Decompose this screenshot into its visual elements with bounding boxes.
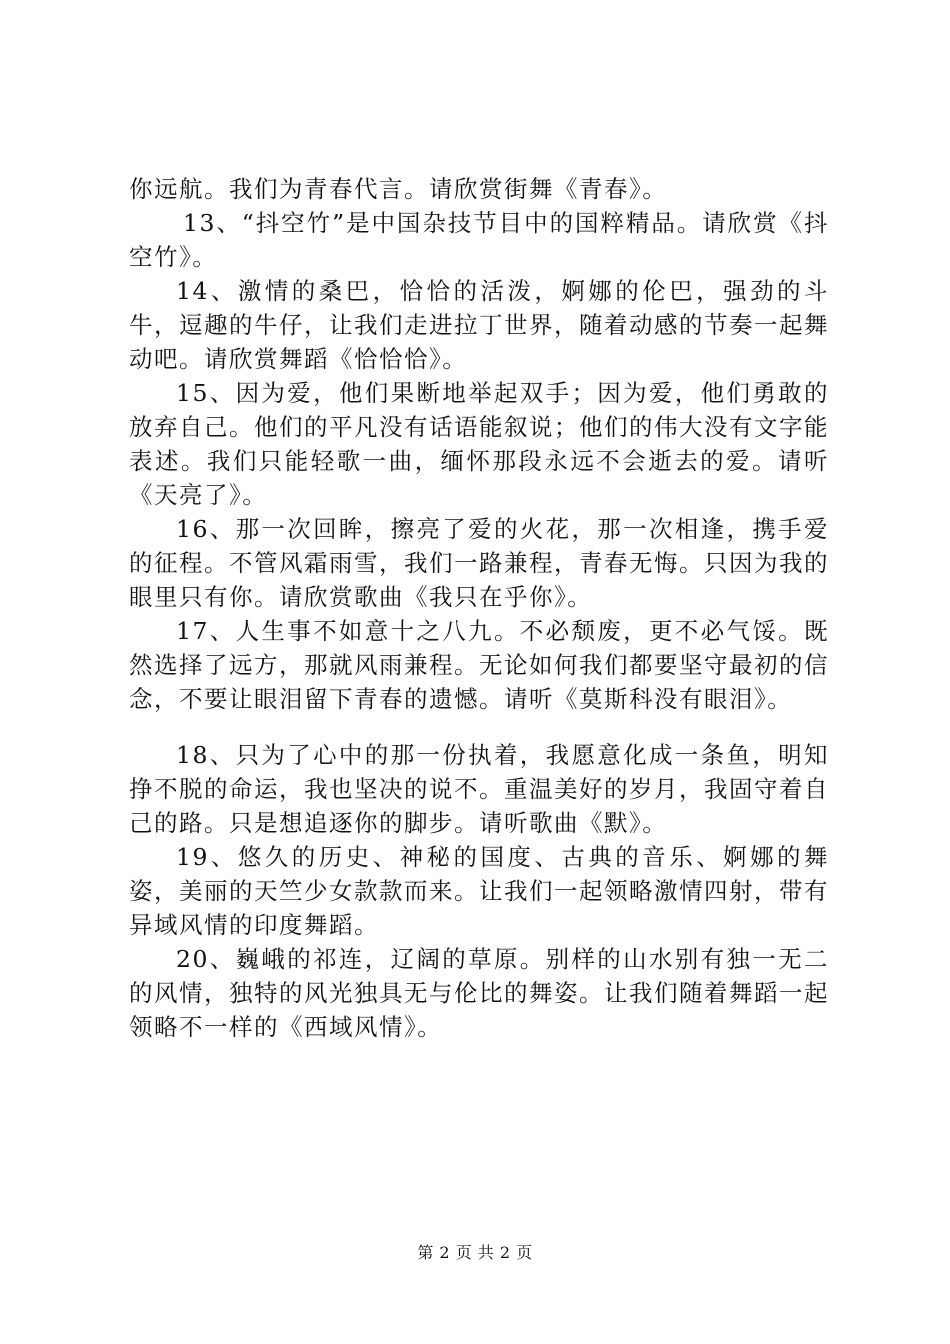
paragraph-item-15: 15、因为爱，他们果断地举起双手；因为爱，他们勇敢的放弃自己。他们的平凡没有话语能叙说；他们的伟大没有文字能表述。我们只能轻歌一曲，缅怀那段永远不会逝去的爱。请听《天亮了》。 [129,379,829,509]
paragraph-item-14: 14、激情的桑巴，恰恰的活泼，婀娜的伦巴，强劲的斗牛，逗趣的牛仔，让我们走进拉丁世界，随着动感的节奏一起舞动吧。请欣赏舞蹈《恰恰恰》。 [129,277,829,373]
paragraph-continuation: 你远航。我们为青春代言。请欣赏街舞《青春》。 [129,175,668,203]
paragraph-item-17: 17、人生事不如意十之八九。不必颓废，更不必气馁。既然选择了远方，那就风雨兼程。无论如何我们都要坚守最初的信念，不要让眼泪留下青春的遗憾。请听《莫斯科没有眼泪》。 [129,617,829,713]
paragraph-item-19: 19、悠久的历史、神秘的国度、古典的音乐、婀娜的舞姿，美丽的天竺少女款款而来。让我们一起领略激情四射，带有异域风情的印度舞蹈。 [129,843,829,939]
document-body [129,172,829,1044]
page-number-footer: 第 2 页 共 2 页 [417,1243,533,1262]
paragraph-item-13: 13、“抖空竹”是中国杂技节目中的国粹精品。请欣赏《抖空竹》。 [129,209,829,271]
paragraph-item-18: 18、只为了心中的那一份执着，我愿意化成一条鱼，明知挣不脱的命运，我也坚决的说不。重温美好的岁月，我固守着自己的路。只是想追逐你的脚步。请听歌曲《默》。 [129,741,829,837]
paragraph-item-20: 20、巍峨的祁连，辽阔的草原。别样的山水别有独一无二的风情，独特的风光独具无与伦比的舞姿。让我们随着舞蹈一起领略不一样的《西域风情》。 [129,945,829,1041]
paragraph-item-16: 16、那一次回眸，擦亮了爱的火花，那一次相逢，携手爱的征程。不管风霜雨雪，我们一路兼程，青春无悔。只因为我的眼里只有你。请欣赏歌曲《我只在乎你》。 [129,515,829,611]
